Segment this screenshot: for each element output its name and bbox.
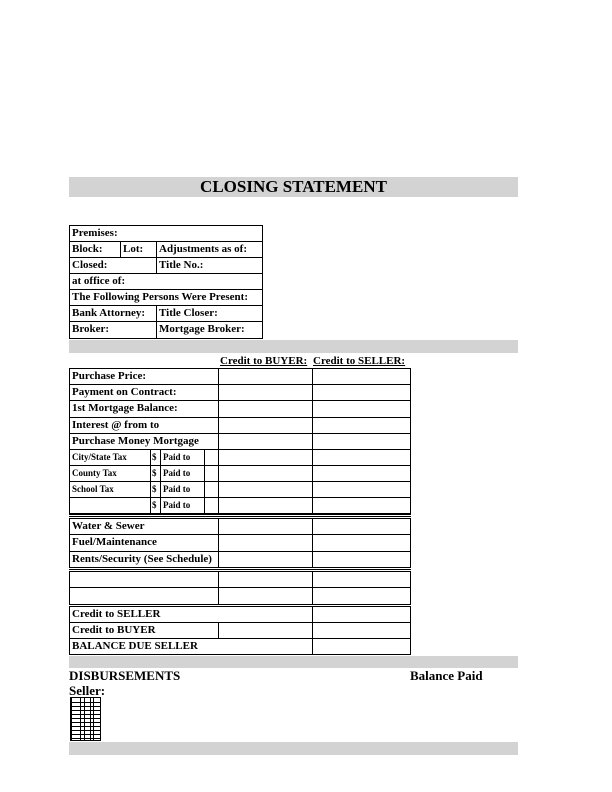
rents-buyer[interactable] <box>218 551 313 568</box>
block-field[interactable]: Block: <box>69 241 121 258</box>
rents-seller[interactable] <box>312 551 411 568</box>
credit-buyer-total[interactable] <box>218 622 313 639</box>
other-tax-buyer[interactable] <box>218 497 313 514</box>
footer-band <box>69 742 518 755</box>
broker-field[interactable]: Broker: <box>69 321 157 339</box>
office-field[interactable]: at office of: <box>69 273 263 290</box>
first-mortgage-label: 1st Mortgage Balance: <box>69 400 219 418</box>
county-tax-buyer[interactable] <box>218 465 313 482</box>
purchase-money-label: Purchase Money Mortgage <box>69 433 219 450</box>
other-tax-amount[interactable] <box>204 497 219 514</box>
school-tax-dollar: $ <box>150 481 161 498</box>
first-mortgage-buyer[interactable] <box>218 400 313 418</box>
interest-label: Interest @ from to <box>69 417 219 434</box>
balance-due-label: BALANCE DUE SELLER <box>69 638 313 655</box>
city-tax-paid-to: Paid to <box>160 449 205 466</box>
premises-field[interactable]: Premises: <box>69 225 263 242</box>
fuel-buyer[interactable] <box>218 534 313 552</box>
blank-row-label[interactable] <box>69 587 219 605</box>
separator-band <box>69 656 518 668</box>
school-tax-amount[interactable] <box>204 481 219 498</box>
page-title: CLOSING STATEMENT <box>69 177 518 197</box>
credit-buyer-seller[interactable] <box>312 622 411 639</box>
county-tax-dollar: $ <box>150 465 161 482</box>
bank-attorney-field[interactable]: Bank Attorney: <box>69 305 157 322</box>
fuel-label: Fuel/Maintenance <box>69 534 219 552</box>
balance-paid-heading: Balance Paid <box>410 668 483 683</box>
blank-row-seller[interactable] <box>312 571 411 588</box>
school-tax-label: School Tax <box>69 481 151 498</box>
purchase-money-seller[interactable] <box>312 433 411 450</box>
blank-row-buyer[interactable] <box>218 571 313 588</box>
payment-contract-buyer[interactable] <box>218 384 313 401</box>
credit-buyer-label: Credit to BUYER <box>69 622 219 639</box>
blank-row-buyer[interactable] <box>218 587 313 605</box>
county-tax-paid-to: Paid to <box>160 465 205 482</box>
double-rule <box>69 514 411 517</box>
disbursements-mini-table[interactable] <box>70 697 101 741</box>
purchase-price-buyer[interactable] <box>218 368 313 385</box>
blank-row-label[interactable] <box>69 571 219 588</box>
title-no-field[interactable]: Title No.: <box>156 257 263 274</box>
county-tax-seller[interactable] <box>312 465 411 482</box>
credit-seller-buyer <box>218 606 313 623</box>
county-tax-label: County Tax <box>69 465 151 482</box>
payment-contract-label: Payment on Contract: <box>69 384 219 401</box>
purchase-price-seller[interactable] <box>312 368 411 385</box>
lot-field[interactable]: Lot: <box>120 241 157 258</box>
persons-present-label: The Following Persons Were Present: <box>69 289 263 306</box>
city-tax-label: City/State Tax <box>69 449 151 466</box>
adjustments-field[interactable]: Adjustments as of: <box>156 241 263 258</box>
purchase-price-label: Purchase Price: <box>69 368 219 385</box>
mortgage-broker-field[interactable]: Mortgage Broker: <box>156 321 263 339</box>
balance-due-amount[interactable] <box>312 638 411 655</box>
title-closer-field[interactable]: Title Closer: <box>156 305 263 322</box>
interest-buyer[interactable] <box>218 417 313 434</box>
blank-row-seller[interactable] <box>312 587 411 605</box>
fuel-seller[interactable] <box>312 534 411 552</box>
water-sewer-buyer[interactable] <box>218 518 313 535</box>
school-tax-buyer[interactable] <box>218 481 313 498</box>
mini-table-grid <box>71 698 100 740</box>
credit-seller-header: Credit to SELLER: <box>313 355 406 367</box>
other-tax-seller[interactable] <box>312 497 411 514</box>
closed-field[interactable]: Closed: <box>69 257 157 274</box>
city-tax-amount[interactable] <box>204 449 219 466</box>
credit-seller-total[interactable] <box>312 606 411 623</box>
separator-band <box>69 340 518 353</box>
school-tax-seller[interactable] <box>312 481 411 498</box>
purchase-money-buyer[interactable] <box>218 433 313 450</box>
double-rule <box>69 567 411 570</box>
disbursements-heading: DISBURSEMENTS <box>69 668 181 683</box>
school-tax-paid-to: Paid to <box>160 481 205 498</box>
water-sewer-label: Water & Sewer <box>69 518 219 535</box>
credit-buyer-header: Credit to BUYER: <box>220 355 308 367</box>
county-tax-amount[interactable] <box>204 465 219 482</box>
payment-contract-seller[interactable] <box>312 384 411 401</box>
city-tax-seller[interactable] <box>312 449 411 466</box>
other-tax-label[interactable] <box>69 497 151 514</box>
other-tax-dollar: $ <box>150 497 161 514</box>
city-tax-buyer[interactable] <box>218 449 313 466</box>
other-tax-paid-to: Paid to <box>160 497 205 514</box>
interest-seller[interactable] <box>312 417 411 434</box>
water-sewer-seller[interactable] <box>312 518 411 535</box>
city-tax-dollar: $ <box>150 449 161 466</box>
seller-label: Seller: <box>69 683 106 698</box>
credit-seller-label: Credit to SELLER <box>69 606 219 623</box>
rents-label: Rents/Security (See Schedule) <box>69 551 219 568</box>
first-mortgage-seller[interactable] <box>312 400 411 418</box>
